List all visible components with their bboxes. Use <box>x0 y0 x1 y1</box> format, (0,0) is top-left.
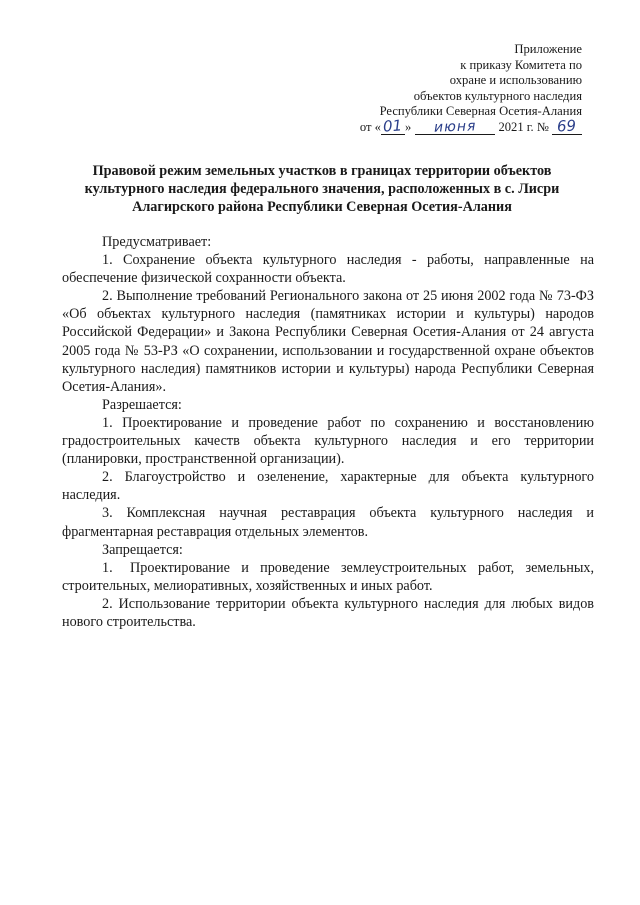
section-heading-prohibited: Запрещается: <box>102 541 183 558</box>
prohibited-item-2: 2. Использование территории объекта культурного наследия для любых видов нового строительства. <box>62 595 594 630</box>
date-day-blank <box>381 116 405 136</box>
provides-item-1: 1. Сохранение объекта культурного наследия - работы, направленные на обеспечение физической сохранности объекта. <box>62 252 594 287</box>
section-heading-allowed: Разрешается: <box>102 396 182 413</box>
document-body <box>62 233 594 631</box>
date-year: 2021 г. № <box>498 119 549 134</box>
prohibited-item-1-number: 1. <box>102 559 113 576</box>
date-mid: » <box>404 119 412 134</box>
provides-item-2: 2. Выполнение требований Регионального закона от 25 июня 2002 года № 73-ФЗ «Об объектах культурного наследия (памятниках истории и культуры) народов Российской Федерации» и Закона Республики Северная Осетия-Алания от 24 августа 2005 года № 53-РЗ «О сохранении, использовании и государственной охране объектов культурного наследия) памятников истории и культуры) народа Республики Северная Осетия-Алания». <box>62 288 594 395</box>
prohibited-item-1 <box>62 559 594 595</box>
allowed-item-1: 1. Проектирование и проведение работ по сохранению и восстановлению градостроительных качеств объекта культурного наследия и его территории (планировки, пространственной организации). <box>62 414 594 468</box>
appendix-order-ref: к приказу Комитета по <box>460 57 582 72</box>
appendix-block <box>322 42 582 136</box>
document-title <box>62 162 582 216</box>
handwritten-day: 01 <box>382 116 404 136</box>
handwritten-month: июня <box>433 118 477 136</box>
appendix-committee-line1: охране и использованию <box>449 73 582 88</box>
appendix-republic: Республики Северная Осетия-Алания <box>379 104 582 119</box>
title-line-2: культурного наследия федерального значения, расположенных в с. Лисри <box>84 181 560 197</box>
appendix-label: Приложение <box>514 42 582 56</box>
date-prefix: от « <box>359 119 381 134</box>
title-line-1: Правовой режим земельных участков в границах территории объектов <box>92 163 552 179</box>
title-line-3: Алагирского района Республики Северная Осетия-Алания <box>132 199 512 215</box>
appendix-committee-line2: объектов культурного наследия <box>413 88 582 103</box>
allowed-item-3: 3. Комплексная научная реставрация объекта культурного наследия и фрагментарная реставрация отдельных элементов. <box>62 505 594 540</box>
section-heading-provides: Предусматривает: <box>102 234 212 250</box>
prohibited-item-1-text: Проектирование и проведение землеустроительных работ, земельных, строительных, мелиоративных, хозяйственных и иных работ. <box>62 559 594 594</box>
appendix-date-line <box>322 116 582 136</box>
handwritten-order-number: 69 <box>556 116 577 136</box>
order-number-blank <box>552 116 582 136</box>
allowed-item-2: 2. Благоустройство и озеленение, характерные для объекта культурного наследия. <box>62 469 594 504</box>
date-month-blank <box>415 118 495 136</box>
